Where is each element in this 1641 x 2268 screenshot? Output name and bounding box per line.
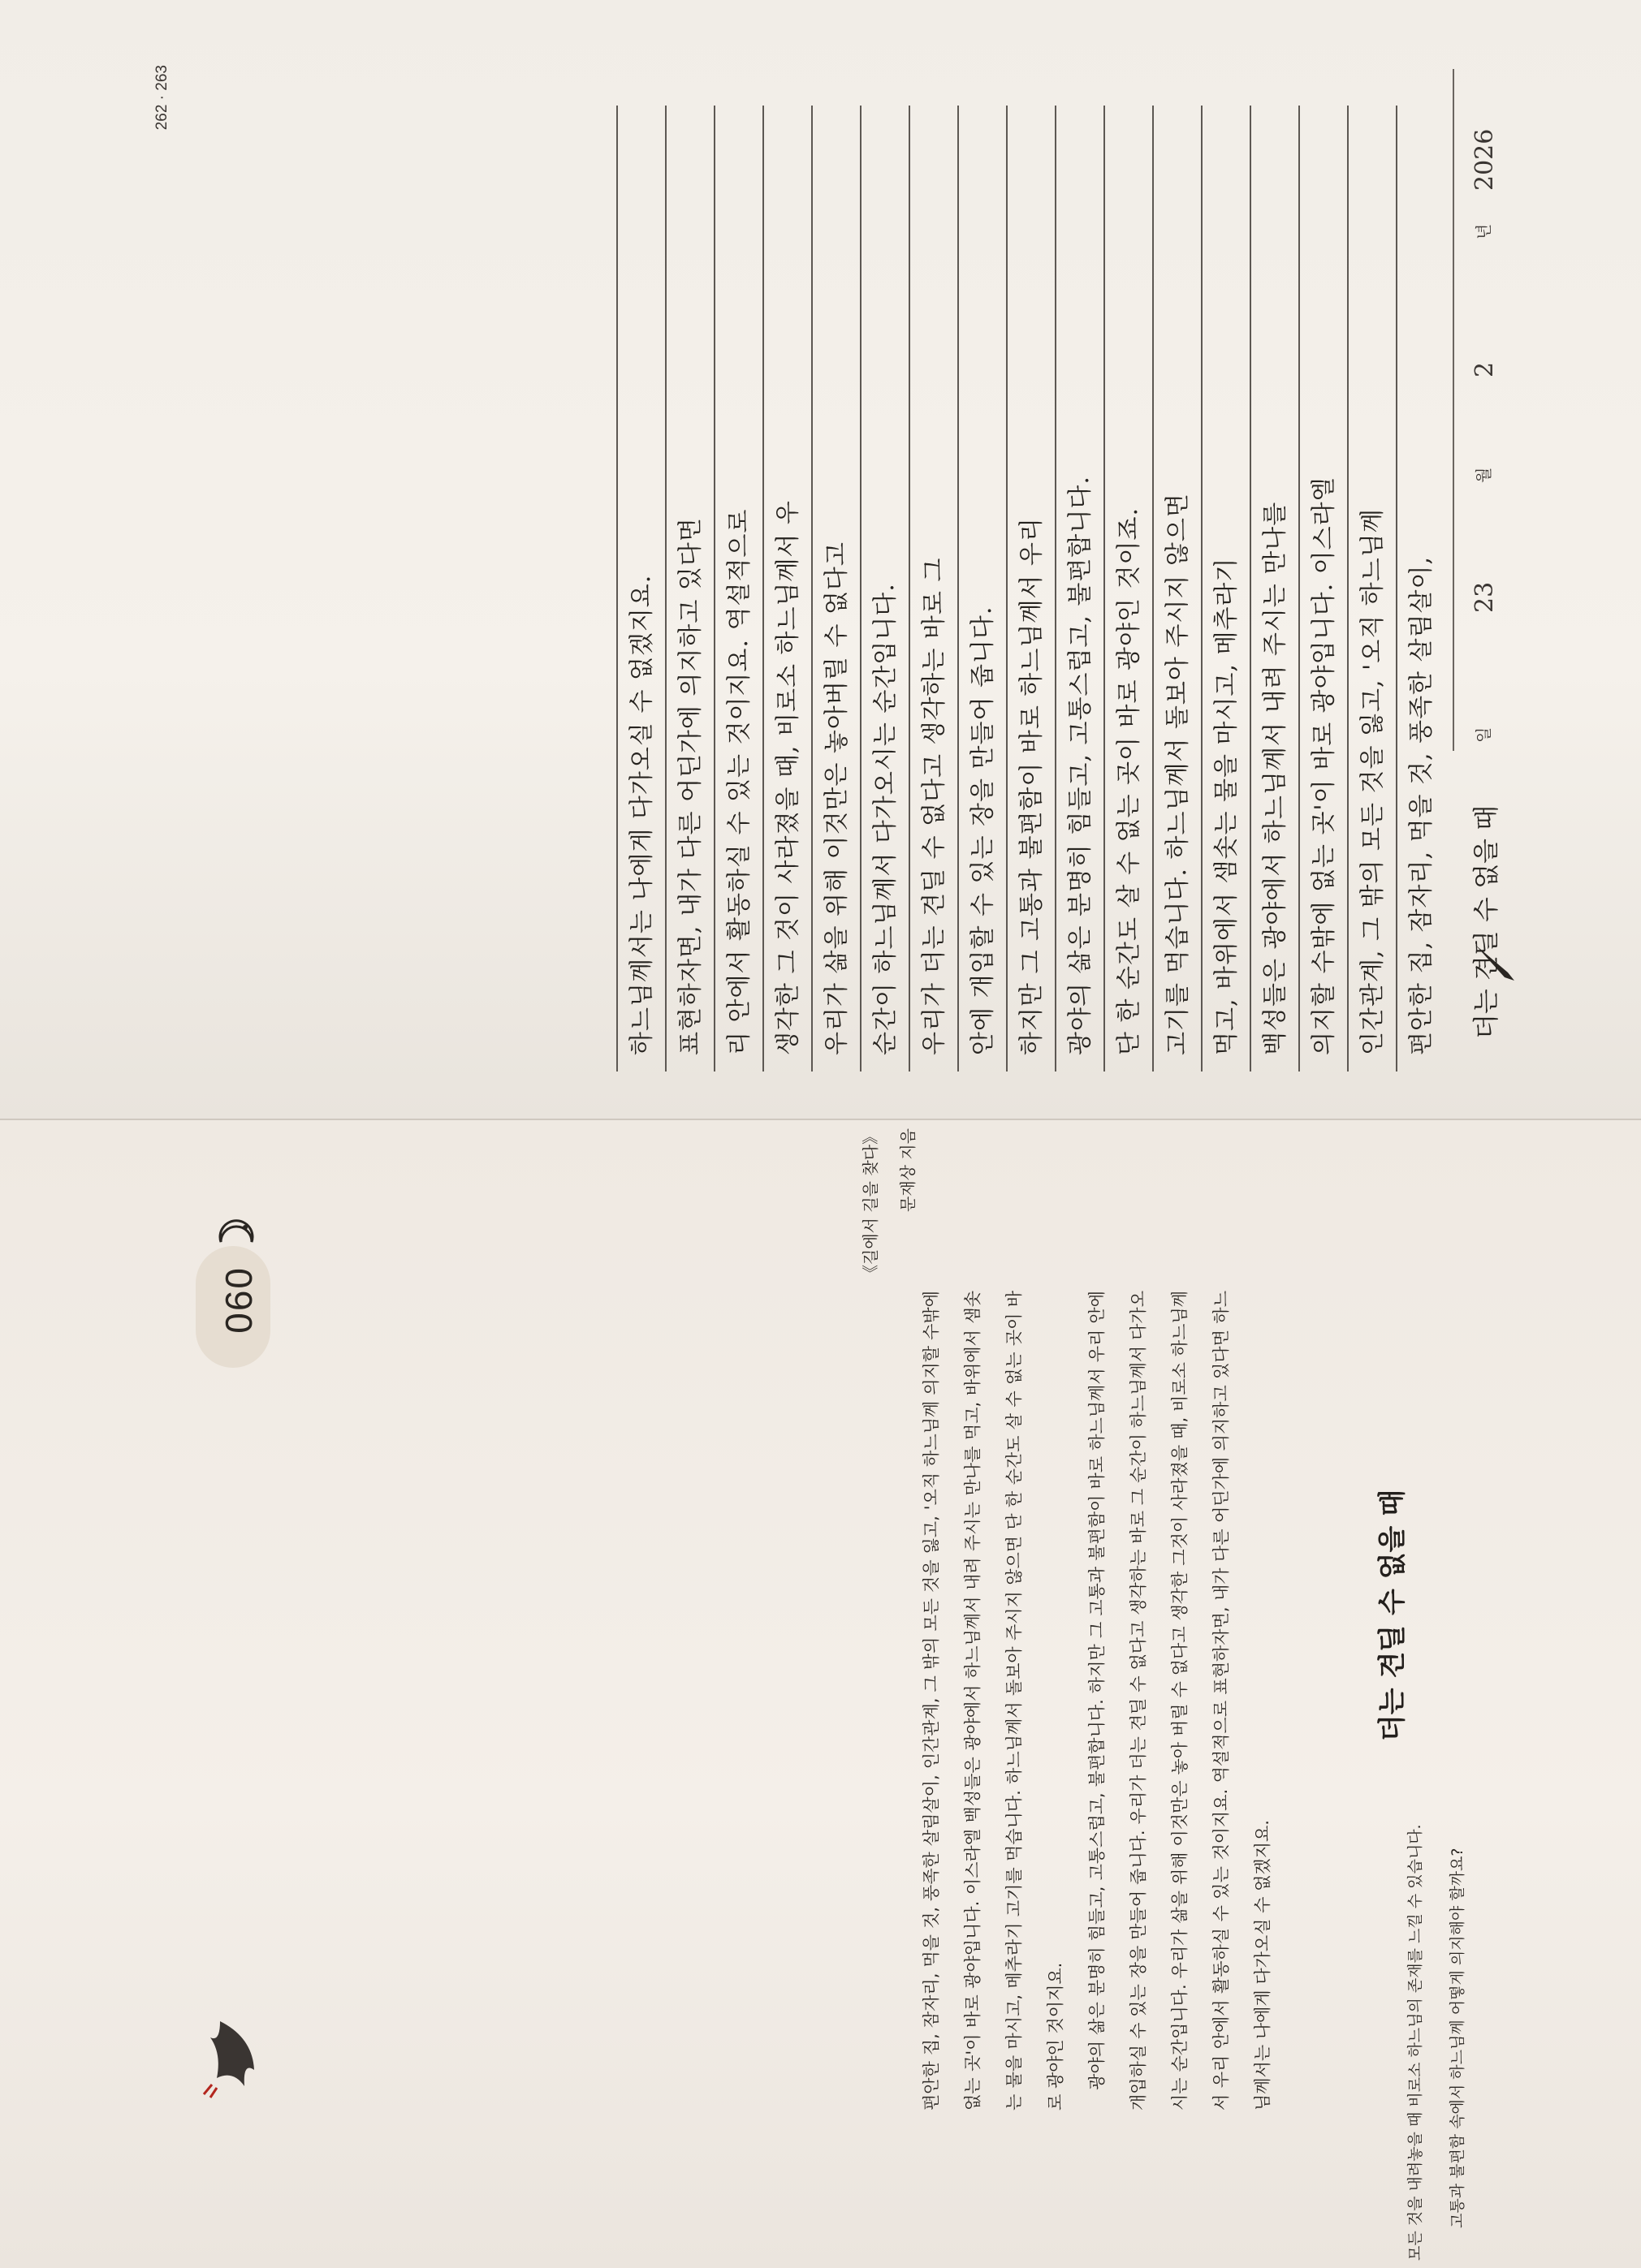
- source-block: [852, 1128, 926, 1339]
- quote-line-2: 고통과 불편함 속에서 하느님께 어떻게 의지해야 할까요?: [1449, 1848, 1466, 2228]
- handwriting-page: [0, 0, 1641, 1120]
- handwriting-line: 편안한 집, 잠자리, 먹을 것, 풍족한 살림살이,: [1407, 555, 1436, 1055]
- ruled-line: [1201, 106, 1203, 1071]
- ruled-line: [1006, 106, 1008, 1071]
- ruled-line: [714, 106, 715, 1071]
- ruled-line: [1250, 106, 1251, 1071]
- ruled-line: [909, 106, 910, 1071]
- handwriting-line: 생각한 그 것이 사라졌을 때, 비로소 하느님께서 우: [774, 500, 802, 1055]
- handwriting-line: 우리가 삶을 위해 이것만은 놓아버릴 수 없다고: [823, 541, 851, 1055]
- handwriting-line: 단 한 순간도 살 수 없는 곳이 바로 광야인 것이죠.: [1115, 507, 1143, 1055]
- ruled-line: [1347, 106, 1349, 1071]
- source-author: 문재상 지음: [898, 1128, 918, 1212]
- ruled-line: [811, 106, 813, 1071]
- date-day-unit: 일: [1474, 727, 1493, 743]
- handwriting-line: 표현하자면, 내가 다른 어딘가에 의지하고 있다면: [676, 517, 705, 1055]
- handwriting-line: 하느님께서는 나에게 다가오실 수 없겠지요.: [628, 574, 656, 1055]
- handwriting-line: 먹고, 바위에서 샘솟는 물을 마시고, 메추라기: [1212, 557, 1241, 1055]
- handwriting-line: 우리가 더는 견딜 수 없다고 생각하는 바로 그: [920, 557, 948, 1055]
- source-title: 《길에서 길을 찾다》: [861, 1128, 880, 1281]
- handwriting-line: 의지할 수밖에 없는 곳'이 바로 광야입니다. 이스라엘: [1310, 476, 1338, 1055]
- ruled-line: [1055, 106, 1056, 1071]
- ruled-line: [762, 106, 764, 1071]
- body-paragraph-2: 광야의 삶은 분명히 힘들고, 고통스럽고, 불편합니다. 하지만 그 고통과 불편함이 바로 하느님께서 우리 안에 개입하실 수 있는 장을 만들어 줍니다. 우리가 더는 견딜 수 없다고 생각하는 바로 그 순간이 하느님께서 다가오시는 순간입니다. 우리가 삶을 위해 이것만은 놓아 버릴 수 없다고 생각한 그것이 사라졌을 때, 비로소 하느님께서 우리 안에서 활동하실 수 있는 것이지요. 역설적으로 표현하자면, 내가 다른 어딘가에 의지하고 있다면 하느님께서는 나에게 다가오실 수 없겠지요.: [1087, 1291, 1272, 2111]
- ruled-line: [1298, 106, 1300, 1071]
- handwriting-line: 순간이 하느님께서 다가오시는 순간입니다.: [871, 583, 900, 1055]
- ruled-line: [860, 106, 862, 1071]
- ruled-line: [1152, 106, 1154, 1071]
- handwriting-line: 하지만 그 고통과 불편함이 바로 하느님께서 우리: [1017, 517, 1046, 1055]
- handwriting-line: 안에 개입할 수 있는 장을 만들어 줍니다.: [969, 606, 997, 1055]
- quote-block: [1394, 1287, 1479, 2261]
- article-body: [911, 1291, 1284, 2111]
- date-day: 23: [1470, 581, 1499, 613]
- date-month-unit: 월: [1474, 467, 1493, 483]
- handwriting-line: 백성들은 광야에서 하느님께서 내려 주시는 만나를: [1261, 501, 1289, 1055]
- moon-icon: [216, 1218, 257, 1253]
- ruled-line: [665, 106, 667, 1071]
- date-month: 2: [1470, 361, 1499, 377]
- handwriting-line: 광야의 삶은 분명히 힘들고, 고통스럽고, 불편합니다.: [1066, 476, 1095, 1055]
- page-numbers: 262 · 263: [153, 65, 171, 131]
- ruled-line: [1396, 106, 1397, 1071]
- handwriting-line: 리 안에서 활동하실 수 있는 것이지요. 역설적으로: [725, 508, 754, 1055]
- date-year: 2026: [1470, 128, 1499, 191]
- ruled-line: [957, 106, 959, 1071]
- ruled-line: [1103, 106, 1105, 1071]
- quote-line-1: 모든 것을 내려놓을 때 비로소 하느님의 존재를 느낄 수 있습니다.: [1406, 1824, 1424, 2261]
- handwriting-line: 인간관계, 그 밖의 모든 것을 잃고, '오직 하느님께: [1358, 508, 1387, 1055]
- day-number: 060: [218, 1266, 260, 1334]
- writing-area: [0, 0, 1641, 1120]
- handwriting-title: 더는 견딜 수 없을 때: [1470, 805, 1501, 1039]
- article-title: 더는 견딜 수 없을 때: [1376, 1489, 1409, 1742]
- ruled-line: [616, 106, 618, 1071]
- body-paragraph-1: 편안한 집, 잠자리, 먹을 것, 풍족한 살림살이, 인간관계, 그 밖의 모든 것을 잃고, '오직 하느님께 의지할 수밖에 없는 곳'이 바로 광야입니다. 이스라엘 백성들은 광야에서 하느님께서 내려 주시는 만나를 먹고, 바위에서 샘솟는 물을 마시고, 메추라기 고기를 먹습니다. 하느님께서 돌보아 주시지 않으면 단 한 순간도 살 수 없는 곳이 바로 광야인 것이지요.: [922, 1290, 1065, 2111]
- date-year-unit: 년: [1474, 223, 1493, 239]
- dove-icon: [196, 2013, 269, 2102]
- handwriting-line: 고기를 먹습니다. 하느님께서 돌보아 주시지 않으면: [1164, 493, 1192, 1055]
